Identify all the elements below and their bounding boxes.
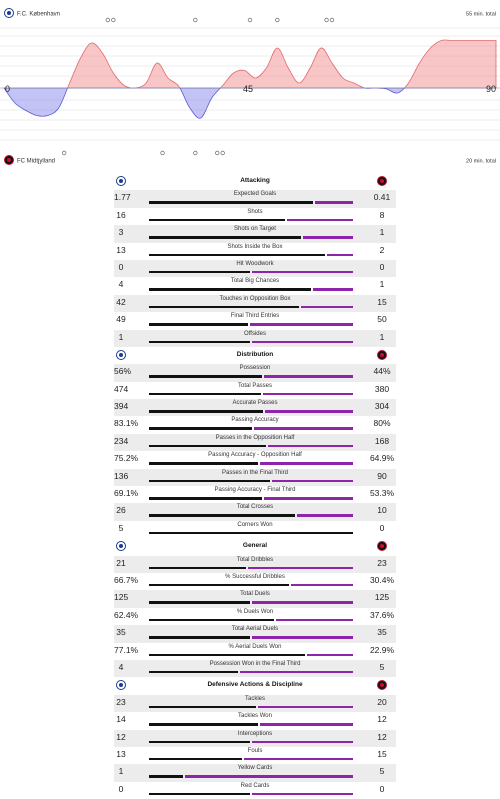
- home-bar: [149, 758, 242, 761]
- stat-label: Offsides: [244, 330, 266, 337]
- home-bar: [149, 236, 301, 239]
- event-marker-icon[interactable]: [161, 151, 165, 155]
- home-stat-value: 3: [118, 227, 124, 238]
- stat-label: Passing Accuracy: [231, 417, 279, 424]
- stat-label: % Aerial Duels Won: [228, 643, 282, 650]
- away-time-total: 20 min. total: [466, 158, 496, 165]
- home-stat-value: 23: [116, 696, 126, 707]
- away-stat-value: 23: [377, 557, 387, 568]
- home-stat-value: 13: [116, 748, 126, 759]
- home-bar: [149, 654, 305, 657]
- away-stat-value: 380: [374, 383, 390, 394]
- away-bar: [254, 427, 353, 430]
- stat-row: [114, 330, 396, 347]
- stat-label: Tackles: [244, 695, 265, 702]
- home-stat-value: 16: [116, 209, 126, 220]
- stat-row: [114, 521, 396, 538]
- home-bar: [149, 427, 252, 430]
- stat-row: [114, 260, 396, 277]
- comparison-bar: [149, 619, 353, 622]
- home-stat-value: 1: [118, 766, 124, 777]
- away-bar: [264, 375, 353, 378]
- comparison-bar: [149, 514, 353, 517]
- home-stat-value: 4: [118, 661, 124, 672]
- home-stat-value: 1.77: [114, 192, 131, 203]
- stat-label: Passes in the Opposition Half: [215, 434, 295, 441]
- comparison-bar: [149, 654, 353, 657]
- stat-label: Shots on Target: [234, 226, 276, 233]
- away-event-markers: [62, 151, 224, 155]
- stat-label: % Successful Dribbles: [225, 573, 285, 580]
- fc-kobenhavn-crest-icon: [116, 350, 126, 360]
- stat-label: Total Big Chances: [230, 278, 280, 285]
- stat-row: [114, 590, 396, 607]
- home-stat-value: 394: [114, 401, 129, 412]
- away-bar: [327, 254, 353, 257]
- comparison-bar: [149, 480, 353, 483]
- home-stat-value: 77.1%: [114, 644, 139, 655]
- away-bar: [252, 741, 353, 744]
- comparison-bar: [149, 236, 353, 239]
- comparison-bar: [149, 427, 353, 430]
- stat-label: Fouls: [247, 747, 263, 754]
- stat-row: [114, 486, 396, 503]
- away-stat-value: 168: [374, 435, 390, 446]
- home-time-total: 55 min. total: [466, 11, 496, 18]
- away-stat-value: 37.6%: [369, 609, 395, 620]
- away-stat-value: 125: [374, 592, 390, 603]
- event-marker-icon[interactable]: [194, 151, 198, 155]
- away-bar: [252, 636, 353, 639]
- home-bar: [149, 723, 258, 726]
- away-team-crest-inner: [7, 158, 11, 162]
- away-bar: [315, 201, 353, 204]
- away-bar: [265, 410, 353, 413]
- home-stat-value: 66.7%: [114, 574, 139, 585]
- stat-label: Shots: [247, 208, 263, 215]
- comparison-bar: [149, 758, 353, 761]
- away-bar: [252, 601, 353, 604]
- comparison-bar: [149, 636, 353, 639]
- home-bar: [149, 254, 325, 257]
- comparison-bar: [149, 601, 353, 604]
- stat-row: [114, 434, 396, 451]
- stat-label: Total Duels: [240, 591, 270, 598]
- home-stat-value: 21: [116, 557, 126, 568]
- home-stat-value: 26: [116, 505, 126, 516]
- away-stat-value: 0: [379, 261, 385, 272]
- away-stat-value: 90: [377, 470, 387, 481]
- event-marker-icon[interactable]: [248, 18, 252, 22]
- away-stat-value: 22.9%: [369, 644, 395, 655]
- stat-row: [114, 208, 396, 225]
- home-stat-value: 56%: [114, 366, 132, 377]
- comparison-bar: [149, 410, 353, 413]
- home-bar: [149, 201, 313, 204]
- comparison-bar: [149, 462, 353, 465]
- stat-row: [114, 503, 396, 520]
- home-bar: [149, 462, 258, 465]
- home-stat-value: 125: [114, 592, 129, 603]
- comparison-bar: [149, 393, 353, 396]
- stat-label: Possession: [239, 365, 271, 372]
- home-bar: [149, 271, 250, 274]
- section-header: [114, 173, 396, 190]
- away-stat-value: 12: [377, 731, 387, 742]
- stat-row: [114, 608, 396, 625]
- away-bar: [313, 288, 353, 291]
- axis-label-mid: 45: [243, 84, 254, 94]
- away-stat-value: 53.3%: [369, 488, 395, 499]
- comparison-bar: [149, 723, 353, 726]
- home-bar: [149, 584, 289, 587]
- stat-row: [114, 382, 396, 399]
- stat-row: [114, 190, 396, 207]
- stat-label: Passes in the Final Third: [222, 469, 288, 476]
- stat-label: Red Cards: [240, 782, 270, 789]
- home-bar: [149, 306, 299, 309]
- home-stat-value: 4: [118, 279, 124, 290]
- axis-label-end: 90: [486, 84, 497, 94]
- home-stat-value: 75.2%: [114, 453, 139, 464]
- away-stat-value: 10: [377, 505, 387, 516]
- stat-row: [114, 277, 396, 294]
- stat-row: [114, 225, 396, 242]
- stat-row: [114, 312, 396, 329]
- away-bar: [264, 497, 353, 500]
- comparison-bar: [149, 219, 353, 222]
- home-stat-value: 0: [118, 261, 124, 272]
- away-stat-value: 12: [377, 714, 387, 725]
- event-marker-icon[interactable]: [330, 18, 334, 22]
- home-stat-value: 234: [114, 435, 129, 446]
- comparison-bar: [149, 793, 353, 796]
- home-stat-value: 62.4%: [114, 609, 139, 620]
- home-stat-value: 49: [116, 314, 126, 325]
- away-bar: [252, 793, 353, 796]
- home-stat-value: 1: [118, 331, 124, 342]
- away-stat-value: 1: [379, 279, 385, 290]
- section-header: [114, 677, 396, 694]
- stat-row: [114, 364, 396, 381]
- home-bar: [149, 341, 250, 344]
- stat-row: [114, 416, 396, 433]
- comparison-bar: [149, 567, 353, 570]
- event-marker-icon[interactable]: [276, 18, 280, 22]
- stat-row: [114, 712, 396, 729]
- away-bar: [185, 775, 353, 778]
- stat-label: Passing Accuracy - Final Third: [214, 487, 296, 494]
- home-bar: [149, 775, 183, 778]
- away-stat-value: 2: [379, 244, 385, 255]
- stat-row: [114, 764, 396, 781]
- stat-label: Expected Goals: [233, 191, 277, 198]
- fc-midtjylland-crest-icon: [377, 541, 387, 551]
- stat-label: Passing Accuracy - Opposition Half: [208, 452, 302, 459]
- away-bar: [252, 271, 353, 274]
- home-team-crest-inner: [7, 11, 11, 15]
- fc-midtjylland-crest-icon: [377, 680, 387, 690]
- comparison-bar: [149, 341, 353, 344]
- away-bar: [240, 671, 353, 674]
- away-stat-value: 1: [379, 227, 385, 238]
- comparison-bar: [149, 271, 353, 274]
- home-bar: [149, 567, 246, 570]
- fc-kobenhavn-crest-icon: [116, 541, 126, 551]
- match-stats-table: [114, 173, 396, 799]
- home-stat-value: 5: [118, 522, 124, 533]
- away-bar: [272, 480, 353, 483]
- comparison-bar: [149, 671, 353, 674]
- away-bar: [260, 723, 353, 726]
- section-title: Attacking: [240, 177, 270, 184]
- home-bar: [149, 793, 250, 796]
- away-bar: [291, 584, 353, 587]
- away-bar: [303, 236, 353, 239]
- home-stat-value: 35: [116, 627, 126, 638]
- home-bar: [149, 741, 250, 744]
- stat-row: [114, 556, 396, 573]
- stat-label: Shots Inside the Box: [227, 243, 283, 250]
- home-bar: [149, 532, 353, 535]
- home-stat-value: 83.1%: [114, 418, 139, 429]
- comparison-bar: [149, 306, 353, 309]
- home-bar: [149, 497, 262, 500]
- away-bar: [250, 323, 353, 326]
- away-stat-value: 35: [377, 627, 387, 638]
- home-stat-value: 136: [114, 470, 129, 481]
- away-bar: [263, 393, 353, 396]
- event-marker-icon[interactable]: [194, 18, 198, 22]
- comparison-bar: [149, 584, 353, 587]
- away-stat-value: 15: [377, 296, 387, 307]
- away-stat-value: 0: [379, 783, 385, 794]
- away-stat-value: 0.41: [373, 192, 391, 203]
- fc-midtjylland-crest-icon: [377, 176, 387, 186]
- home-stat-value: 12: [116, 731, 126, 742]
- comparison-bar: [149, 254, 353, 257]
- comparison-bar: [149, 323, 353, 326]
- home-stat-value: 13: [116, 244, 126, 255]
- home-bar: [149, 445, 266, 448]
- stat-label: Possession Won in the Final Third: [209, 660, 301, 667]
- away-bar: [244, 758, 353, 761]
- section-title: Distribution: [236, 350, 274, 358]
- away-bar: [268, 445, 353, 448]
- home-bar: [149, 323, 248, 326]
- home-bar: [149, 636, 250, 639]
- stat-row: [114, 782, 396, 799]
- away-stat-value: 8: [379, 209, 385, 220]
- home-bar: [149, 601, 250, 604]
- away-bar: [252, 341, 353, 344]
- stat-label: Tackles Won: [238, 713, 272, 720]
- event-marker-icon[interactable]: [62, 151, 66, 155]
- comparison-bar: [149, 497, 353, 500]
- home-bar: [149, 288, 311, 291]
- away-bar: [248, 567, 353, 570]
- home-stat-value: 69.1%: [114, 488, 139, 499]
- home-bar: [149, 480, 270, 483]
- home-bar: [149, 619, 274, 622]
- axis-label-start: 0: [5, 84, 11, 94]
- away-stat-value: 15: [377, 748, 387, 759]
- away-bar: [307, 654, 353, 657]
- stat-label: Corners Won: [237, 521, 273, 528]
- away-stat-value: 1: [379, 331, 385, 342]
- home-bar: [149, 706, 256, 709]
- comparison-bar: [149, 741, 353, 744]
- comparison-bar: [149, 445, 353, 448]
- home-momentum-area: [4, 40, 496, 118]
- away-stat-value: 64.9%: [369, 453, 395, 464]
- away-team-name: FC Midtjylland: [17, 158, 56, 165]
- stat-label: Touches in Opposition Box: [219, 295, 291, 302]
- stat-row: [114, 625, 396, 642]
- comparison-bar: [149, 775, 353, 778]
- home-stat-value: 42: [116, 296, 126, 307]
- comparison-bar: [149, 706, 353, 709]
- home-bar: [149, 375, 262, 378]
- away-stat-value: 30.4%: [369, 574, 395, 585]
- home-stat-value: 14: [116, 714, 126, 725]
- stat-row: [114, 399, 396, 416]
- section-header: [114, 347, 396, 364]
- stat-label: Total Passes: [237, 382, 273, 389]
- comparison-bar: [149, 532, 353, 535]
- away-bar: [287, 219, 353, 222]
- away-stat-value: 50: [377, 314, 387, 325]
- away-stat-value: 304: [374, 401, 390, 412]
- section-title: Defensive Actions & Discipline: [207, 681, 303, 689]
- home-bar: [149, 393, 261, 396]
- home-bar: [149, 219, 285, 222]
- home-bar: [149, 514, 295, 517]
- away-bar: [297, 514, 353, 517]
- stat-label: Interceptions: [237, 730, 273, 737]
- stat-label: Total Crosses: [236, 504, 274, 511]
- event-marker-icon[interactable]: [112, 18, 116, 22]
- event-marker-icon[interactable]: [215, 151, 219, 155]
- stat-label: Yellow Cards: [237, 765, 273, 772]
- stat-row: [114, 730, 396, 747]
- home-event-markers: [106, 18, 334, 22]
- home-stat-value: 0: [118, 783, 124, 794]
- away-bar: [301, 306, 353, 309]
- stat-row: [114, 451, 396, 468]
- section-title: General: [242, 542, 268, 550]
- away-stat-value: 5: [379, 766, 385, 777]
- event-marker-icon[interactable]: [325, 18, 329, 22]
- stat-row: [114, 747, 396, 764]
- comparison-bar: [149, 288, 353, 291]
- home-bar: [149, 671, 238, 674]
- comparison-bar: [149, 201, 353, 204]
- home-stat-value: 474: [114, 383, 129, 394]
- away-stat-value: 20: [377, 696, 387, 707]
- fc-kobenhavn-crest-icon: [116, 680, 126, 690]
- stat-row: [114, 295, 396, 312]
- section-header: [114, 538, 396, 555]
- away-stat-value: 0: [379, 522, 385, 533]
- away-stat-value: 5: [379, 661, 385, 672]
- stat-row: [114, 573, 396, 590]
- stat-label: Final Third Entries: [230, 313, 280, 320]
- stat-label: Total Aerial Duels: [231, 626, 279, 633]
- away-bar: [276, 619, 353, 622]
- home-team-name: F.C. København: [17, 11, 61, 18]
- away-bar: [258, 706, 353, 709]
- fc-midtjylland-crest-icon: [377, 350, 387, 360]
- stat-label: % Duels Won: [236, 608, 274, 615]
- stat-label: Hit Woodwork: [236, 260, 274, 267]
- comparison-bar: [149, 375, 353, 378]
- away-bar: [260, 462, 353, 465]
- stat-row: [114, 643, 396, 660]
- stat-row: [114, 695, 396, 712]
- event-marker-icon[interactable]: [221, 151, 225, 155]
- stat-label: Accurate Passes: [232, 400, 278, 407]
- home-bar: [149, 410, 263, 413]
- stat-row: [114, 660, 396, 677]
- momentum-chart: [0, 0, 500, 172]
- away-stat-value: 44%: [373, 366, 391, 377]
- event-marker-icon[interactable]: [106, 18, 110, 22]
- away-stat-value: 80%: [373, 418, 391, 429]
- stat-row: [114, 469, 396, 486]
- fc-kobenhavn-crest-icon: [116, 176, 126, 186]
- stat-label: Total Dribbles: [236, 556, 274, 563]
- stat-row: [114, 243, 396, 260]
